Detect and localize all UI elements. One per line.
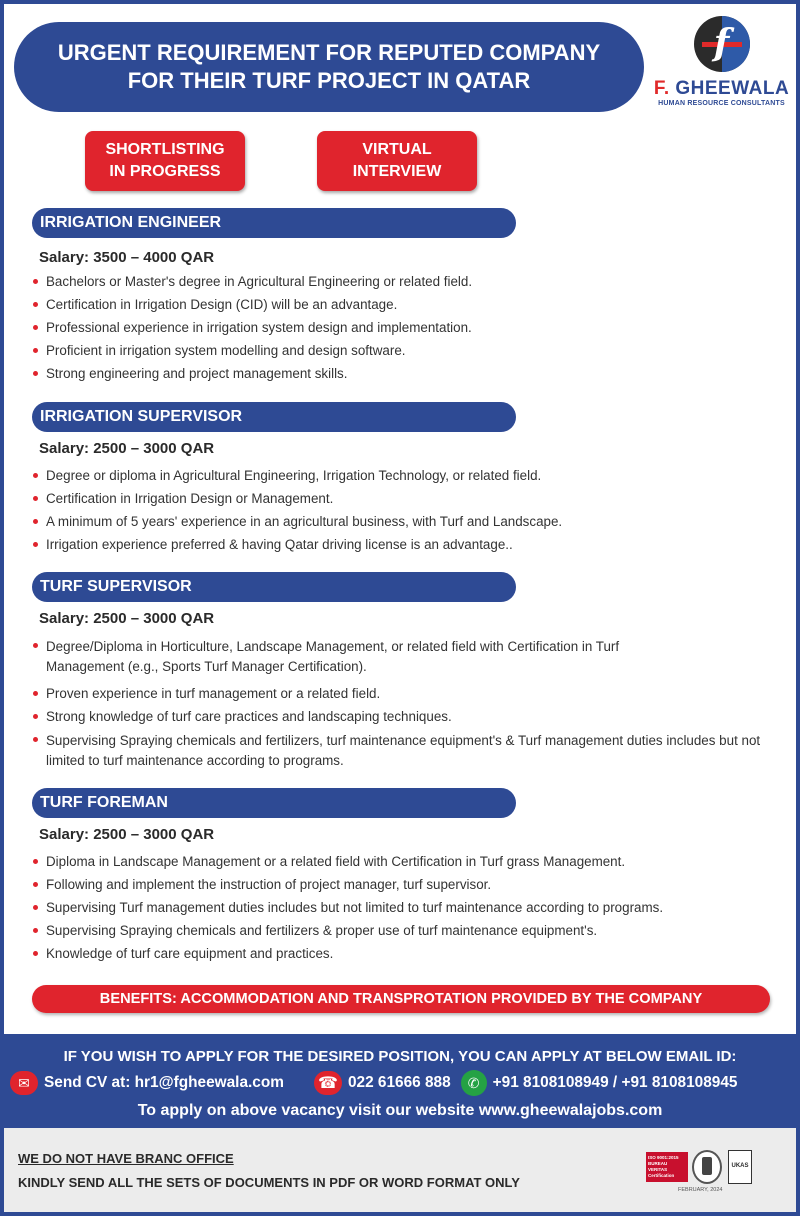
list-item: Irrigation experience preferred & having Qatar driving license is an advantage..: [32, 536, 772, 553]
email-link[interactable]: Send CV at: hr1@fgheewala.com: [44, 1074, 284, 1091]
list-item: Certification in Irrigation Design or Management.: [32, 490, 772, 507]
document-format-notice: KINDLY SEND ALL THE SETS OF DOCUMENTS IN PDF OR WORD FORMAT ONLY: [18, 1175, 520, 1190]
list-item: Proven experience in turf management or a related field.: [32, 685, 762, 702]
job-title-irrigation-supervisor: IRRIGATION SUPERVISOR: [32, 402, 516, 432]
list-item: Proficient in irrigation system modelling and design software.: [32, 342, 772, 359]
list-item: Following and implement the instruction of project manager, turf supervisor.: [32, 876, 772, 893]
list-item: Strong engineering and project management skills.: [32, 365, 772, 382]
job-requirements-list: [32, 637, 762, 771]
job-salary: Salary: 3500 – 4000 QAR: [39, 249, 215, 266]
job-title-turf-supervisor: TURF SUPERVISOR: [32, 572, 516, 602]
job-requirements-list: [32, 853, 772, 962]
list-item: Diploma in Landscape Management or a related field with Certification in Turf grass Management.: [32, 853, 772, 870]
list-item: Supervising Spraying chemicals and fertilizers, turf maintenance equipment's & Turf management duties includes but not limited to turf maintenance according to programs.: [32, 731, 762, 771]
logo-emblem-icon: f: [694, 16, 750, 72]
phone-link[interactable]: 022 61666 888: [347, 1074, 451, 1091]
virtual-interview-badge: VIRTUAL INTERVIEW: [317, 131, 477, 191]
job-requirements-list: [32, 467, 772, 553]
job-salary: Salary: 2500 – 3000 QAR: [39, 440, 215, 457]
headline-banner: [14, 22, 644, 112]
job-salary: Salary: 2500 – 3000 QAR: [39, 610, 215, 627]
job-title-turf-foreman: TURF FOREMAN: [32, 788, 516, 818]
headline-line-1: URGENT REQUIREMENT FOR REPUTED COMPANY: [57, 40, 601, 65]
list-item: Strong knowledge of turf care practices and landscaping techniques.: [32, 708, 762, 725]
logo-name: F. GHEEWALA: [653, 78, 790, 99]
notice-section: [4, 1128, 796, 1212]
list-item: Bachelors or Master's degree in Agricultural Engineering or related field.: [32, 273, 772, 290]
ukas-badge: UKAS: [728, 1150, 752, 1184]
branch-notice: WE DO NOT HAVE BRANC OFFICE: [18, 1151, 234, 1166]
whatsapp-icon: ✆: [461, 1070, 487, 1096]
list-item: Certification in Irrigation Design (CID) will be an advantage.: [32, 296, 772, 313]
headline-line-2: FOR THEIR TURF PROJECT IN QATAR: [127, 68, 531, 93]
certification-badges: [646, 1148, 756, 1200]
iso-certification-badge: ISO 9001:2015 BUREAU VERITAS Certification: [646, 1152, 688, 1182]
benefits-banner: BENEFITS: ACCOMMODATION AND TRANSPROTATION PROVIDED BY THE COMPANY: [32, 985, 770, 1013]
list-item: A minimum of 5 years' experience in an agricultural business, with Turf and Landscape.: [32, 513, 772, 530]
website-link[interactable]: To apply on above vacancy visit our website www.gheewalajobs.com: [137, 1102, 663, 1119]
job-title-irrigation-engineer: IRRIGATION ENGINEER: [32, 208, 516, 238]
envelope-icon: ✉: [10, 1071, 38, 1095]
job-requirements-list: [32, 273, 772, 382]
whatsapp-link[interactable]: +91 8108108949 / +91 8108108945: [492, 1074, 738, 1091]
list-item: Professional experience in irrigation system design and implementation.: [32, 319, 772, 336]
job-salary: Salary: 2500 – 3000 QAR: [39, 826, 215, 843]
list-item: Supervising Spraying chemicals and fertilizers & proper use of turf maintenance equipment's.: [32, 922, 772, 939]
apply-section: [4, 1034, 796, 1128]
certification-date: FEBRUARY, 2024: [678, 1187, 723, 1193]
contact-row: [4, 1070, 796, 1096]
company-logo: [644, 16, 799, 116]
list-item: Degree or diploma in Agricultural Engineering, Irrigation Technology, or related field.: [32, 467, 772, 484]
list-item: Supervising Turf management duties includes but not limited to turf maintenance according to programs.: [32, 899, 772, 916]
list-item: Degree/Diploma in Horticulture, Landscape Management, or related field with Certification in Turf Management (e.g., Sports Turf Manager Certification).: [32, 637, 672, 677]
bureau-veritas-seal-icon: [692, 1150, 722, 1184]
apply-instruction: IF YOU WISH TO APPLY FOR THE DESIRED POSITION, YOU CAN APPLY AT BELOW EMAIL ID:: [63, 1048, 737, 1065]
telephone-icon: ☎: [314, 1071, 342, 1095]
list-item: Knowledge of turf care equipment and practices.: [32, 945, 772, 962]
shortlisting-badge: SHORTLISTING IN PROGRESS: [85, 131, 245, 191]
logo-subtitle: HUMAN RESOURCE CONSULTANTS: [658, 100, 785, 107]
